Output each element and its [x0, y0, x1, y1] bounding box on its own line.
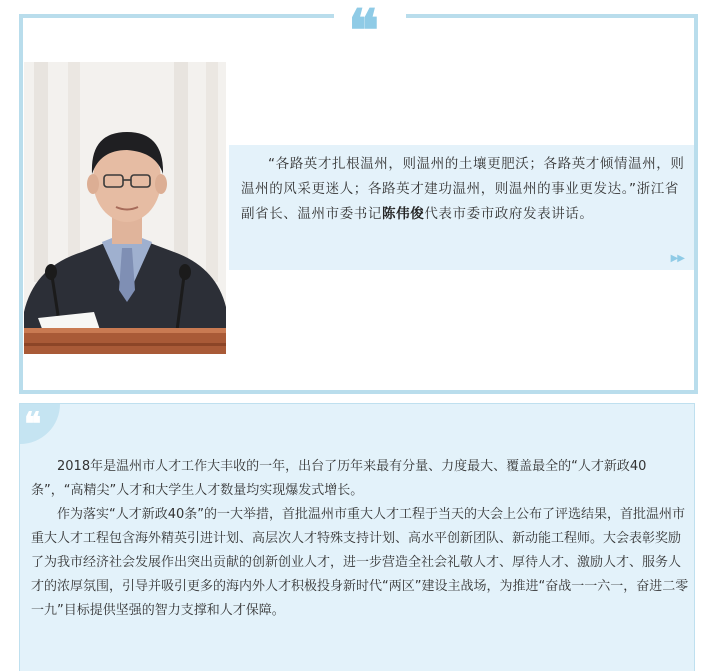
quote-mark-icon: ❝ — [348, 0, 380, 65]
article-body — [31, 455, 689, 623]
quote-text-after: 代表市委市政府发表讲话。 — [424, 206, 594, 222]
quote-corner-icon: ❝ — [24, 405, 42, 443]
quote-text — [241, 152, 689, 227]
quote-text-before: “各路英才扎根温州，则温州的土壤更肥沃；各路英才倾情温州，则温州的风采更迷人；各路英才建功温州，则温州的事业更发达。”浙江省副省长、温州市委书记 — [241, 156, 685, 222]
quote-box — [229, 145, 694, 270]
double-arrow-icon: ▶▶ — [670, 253, 684, 264]
corner-decoration — [20, 404, 60, 444]
speaker-photo — [24, 62, 226, 354]
article-paragraph-1: 2018年是温州市人才工作大丰收的一年，出台了历年来最有分量、力度最大、覆盖最全的“人才新政40条”，“高精尖”人才和大学生人才数量均实现爆发式增长。 — [31, 459, 647, 498]
quote-card — [19, 0, 698, 394]
speaker-name: 陈伟俊 — [382, 206, 425, 222]
article-paragraph-2: 作为落实“人才新政40条”的一大举措，首批温州市重大人才工程于当天的大会上公布了评选结果，首批温州市重大人才工程包含海外精英引进计划、高层次人才特殊支持计划、高水平创新团队、新动能工程师。大会表彰奖励了为我市经济社会发展作出突出贡献的创新创业人才，进一步营造全社会礼敬人才、厚待人才、激励人才、服务人才的浓厚氛围，引导并吸引更多的海内外人才积极投身新时代“两区”建设主战场，为推进“奋战一一六一，奋进二零一九”目标提供坚强的智力支撑和人才保障。 — [31, 507, 689, 618]
article-card — [19, 403, 695, 671]
